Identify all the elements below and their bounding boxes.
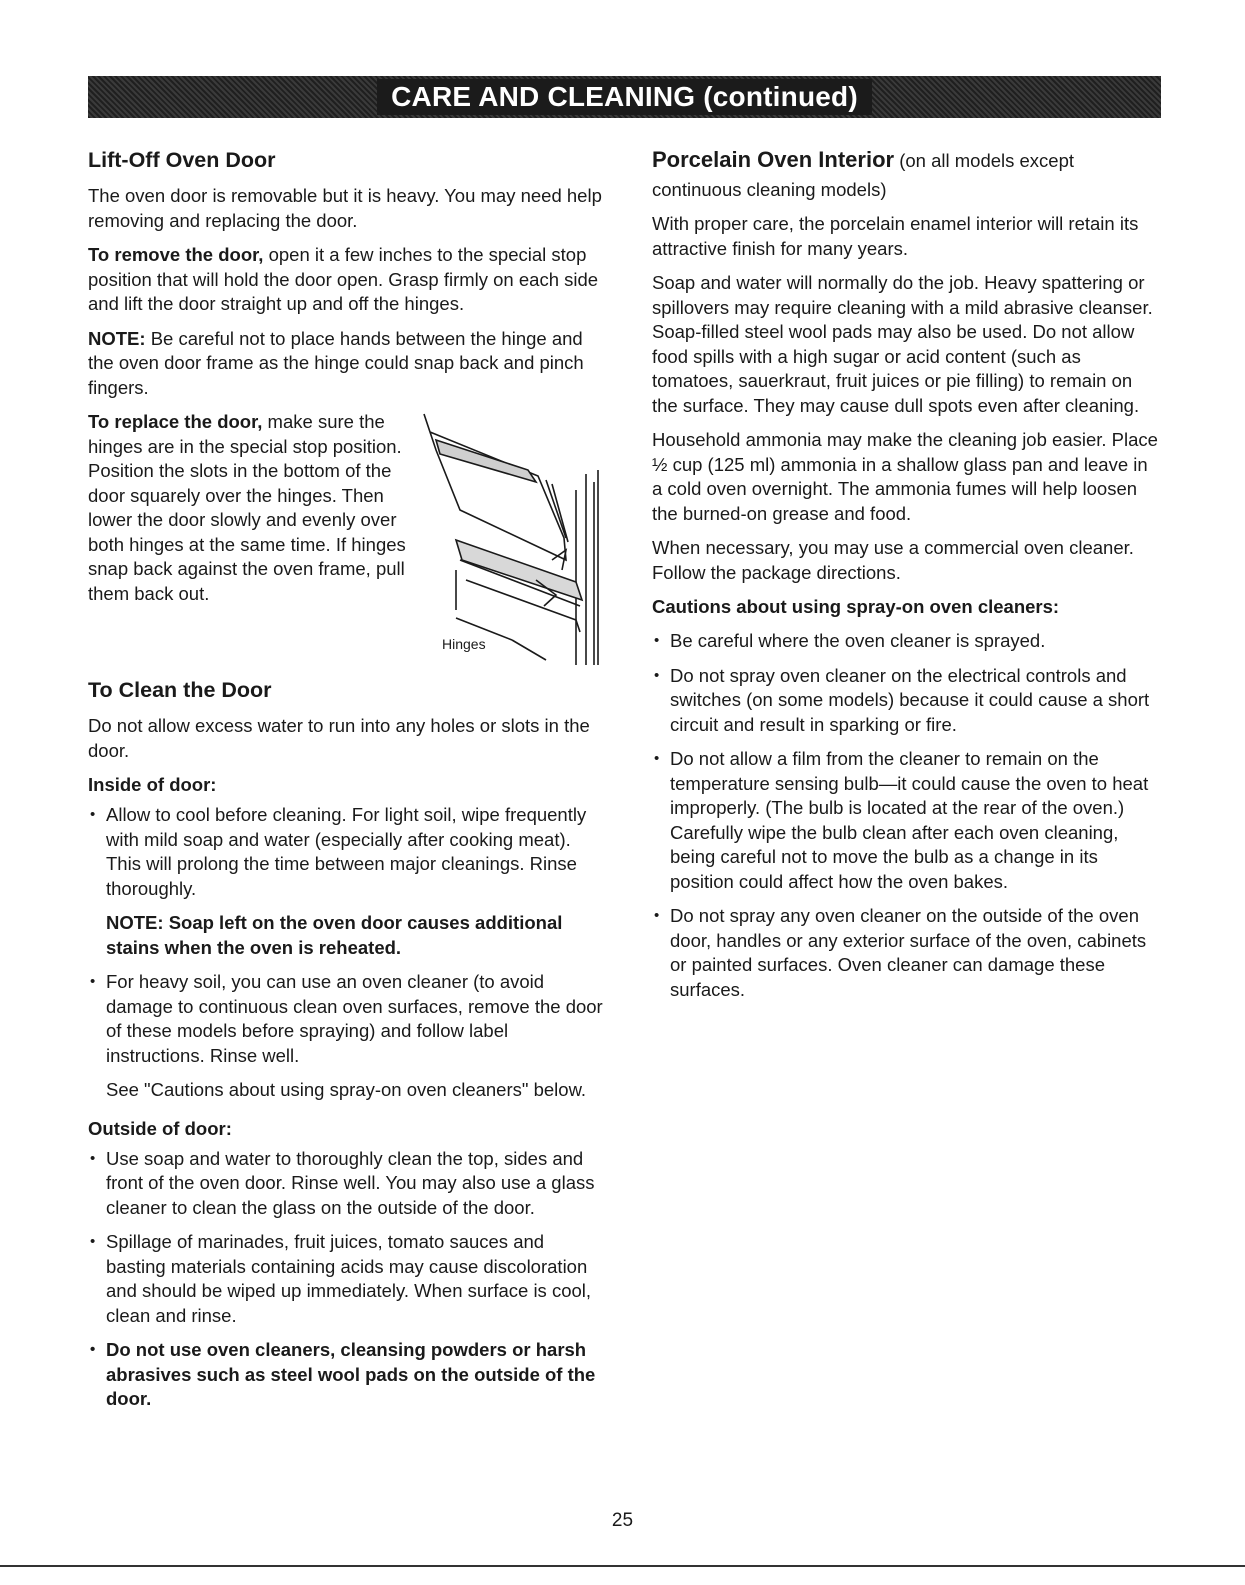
right-column (652, 146, 1162, 1012)
see-cautions-text: See "Cautions about using spray-on oven cleaners" below. (106, 1079, 587, 1100)
page-number: 25 (611, 1510, 634, 1531)
replace-door-text: make sure the hinges are in the special stop position. Position the slots in the bottom of the door squarely over the hinges. Then lower the door slowly and evenly over both hinges at the same time. If hinges snap back against the oven frame, pull them back out. (88, 411, 406, 604)
porcelain-heading-title: Porcelain Oven Interior (652, 147, 895, 172)
cautions-heading: Cautions about using spray-on oven cleaners: (652, 596, 1060, 617)
clean-door-heading: To Clean the Door (88, 678, 272, 702)
porcelain-paragraph: Soap and water will normally do the job. Heavy spattering or spillovers may require cleaning with a mild abrasive cleanser. Soap-filled steel wool pads may also be used. Do not allow food spills with a high sugar or acid content (such as tomatoes, sauerkraut, fruit juices or pie filling) to remain on the surface. They may cause dull spots even after cleaning. (652, 272, 1153, 416)
oven-door-hinge-figure (416, 410, 606, 670)
list-item: • Do not allow a film from the cleaner to remain on the temperature sensing bulb—it could cause the oven to heat improperly. (The bulb is located at the rear of the oven.) Carefully wipe the bulb clean after each oven cleaning, being careful not to move the bulb as a change in its position could affect how the oven bakes. (652, 747, 1162, 894)
cautions-list (652, 629, 1162, 1002)
list-item: • For heavy soil, you can use an oven cleaner (to avoid damage to continuous clean oven surfaces, remove the door of these models before spraying) and follow label instructions. Rinse well. (88, 970, 608, 1068)
porcelain-heading (652, 146, 1162, 204)
list-item: • Be careful where the oven cleaner is sprayed. (652, 629, 1162, 654)
hinge-note-text: Be careful not to place hands between the hinge and the oven door frame as the hinge could snap back and pinch fingers. (88, 327, 584, 398)
inside-door-list-2 (88, 970, 608, 1068)
inside-door-list (88, 803, 608, 901)
list-item: • Allow to cool before cleaning. For light soil, wipe frequently with mild soap and water (especially after cooking meat). This will prolong the time between major cleanings. Rinse thoroughly. (88, 803, 608, 901)
replace-door-lead: To replace the door, (88, 411, 263, 432)
list-item: • Do not spray oven cleaner on the electrical controls and switches (on some models) because it could cause a short circuit and result in sparking or fire. (652, 664, 1162, 738)
porcelain-paragraph: Household ammonia may make the cleaning job easier. Place ½ cup (125 ml) ammonia in a shallow glass pan and leave in a cold oven overnight. The ammonia fumes will help loosen the burned-on grease and food. (652, 429, 1158, 524)
hinge-note-lead: NOTE: (88, 327, 146, 349)
replace-door-block (88, 410, 608, 670)
porcelain-heading-suffix: (on all models except continuous cleaning models) (652, 150, 1075, 200)
remove-door-lead: To remove the door, (88, 244, 264, 265)
porcelain-paragraph: With proper care, the porcelain enamel interior will retain its attractive finish for many years. (652, 213, 1139, 259)
hinge-note-paragraph (88, 327, 608, 401)
hinges-label: Hinges (442, 636, 486, 652)
clean-door-intro: Do not allow excess water to run into any holes or slots in the door. (88, 715, 590, 761)
section-banner (88, 76, 1161, 118)
banner-title: CARE AND CLEANING (continued) (377, 79, 872, 115)
list-item: • Use soap and water to thoroughly clean the top, sides and front of the oven door. Rinse well. You may also use a glass cleaner to clean the glass on the outside of the door. (88, 1147, 608, 1221)
remove-door-paragraph (88, 243, 608, 317)
outside-door-list (88, 1147, 608, 1412)
replace-door-paragraph (88, 410, 418, 606)
remove-door-text: open it a few inches to the special stop position that will hold the door open. Grasp firmly on each side and lift the door straight up and off the hinges. (88, 244, 599, 314)
bottom-rule (0, 1565, 1245, 1567)
left-column (88, 146, 608, 1422)
outside-door-heading: Outside of door: (88, 1117, 232, 1139)
porcelain-paragraph: When necessary, you may use a commercial oven cleaner. Follow the package directions. (652, 537, 1134, 583)
list-item: • Do not spray any oven cleaner on the outside of the oven door, handles or any exterior surface of the oven, cabinets or painted surfaces. Oven cleaner can damage these surfaces. (652, 904, 1162, 1002)
inside-door-note: NOTE: Soap left on the oven door causes additional stains when the oven is reheated. (106, 912, 563, 958)
list-item: • Spillage of marinades, fruit juices, tomato sauces and basting materials containing acids may cause discoloration and should be wiped up immediately. When surface is cool, clean and rinse. (88, 1230, 608, 1328)
list-item-warning: • Do not use oven cleaners, cleansing powders or harsh abrasives such as steel wool pads on the outside of the door. (88, 1338, 608, 1412)
liftoff-heading: Lift-Off Oven Door (88, 148, 276, 172)
inside-door-heading: Inside of door: (88, 774, 217, 795)
liftoff-intro: The oven door is removable but it is heavy. You may need help removing and replacing the door. (88, 185, 602, 231)
